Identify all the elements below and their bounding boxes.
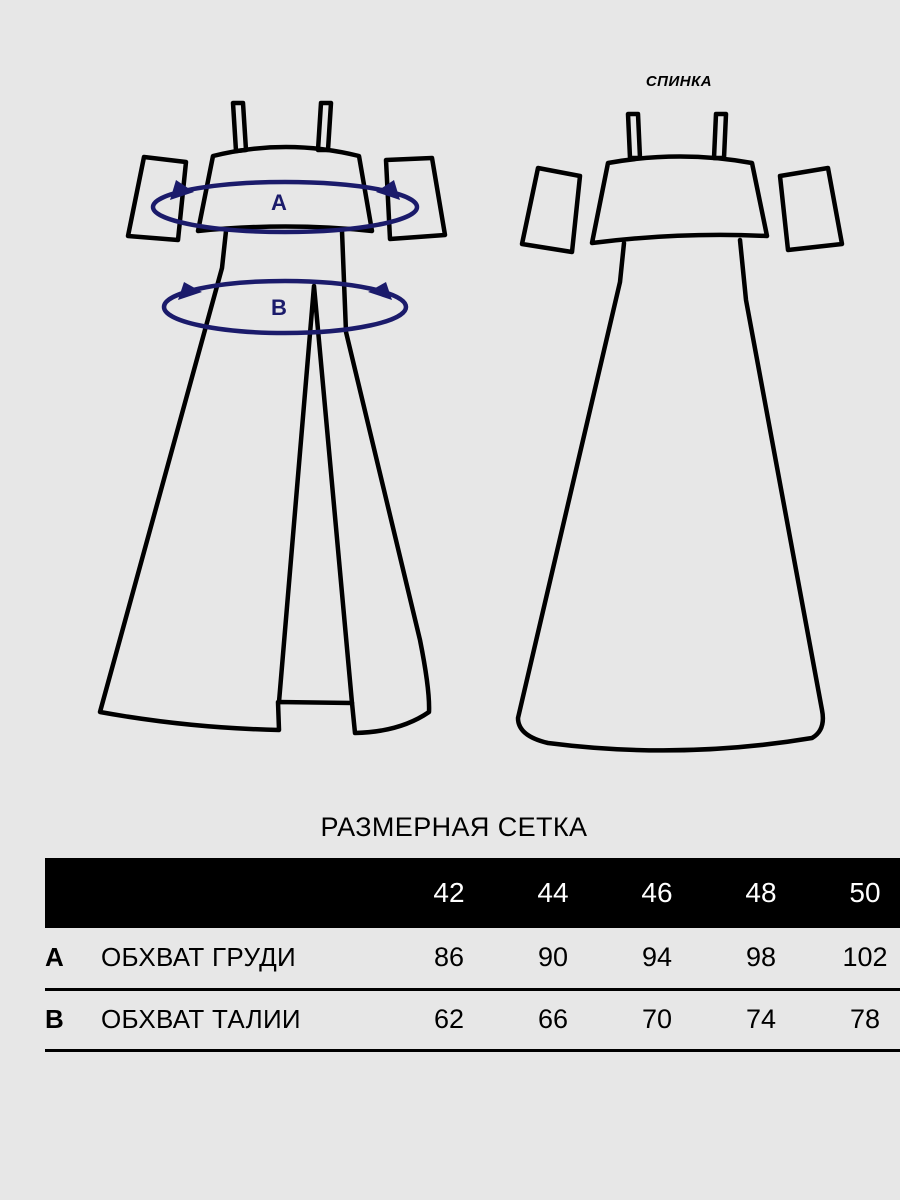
size-chart-table xyxy=(45,858,900,1052)
size-header: 48 xyxy=(745,877,777,908)
table-cell: 74 xyxy=(709,989,813,1050)
size-header-row xyxy=(45,858,900,928)
waist-arrow-right-icon xyxy=(368,282,392,300)
front-skirt xyxy=(100,231,429,733)
back-strap-left xyxy=(628,114,640,158)
table-cell: 70 xyxy=(605,989,709,1050)
front-strap-left xyxy=(233,103,246,151)
table-cell: 66 xyxy=(501,989,605,1050)
table-cell: 78 xyxy=(813,989,900,1050)
size-header: 42 xyxy=(433,877,465,908)
table-cell: 98 xyxy=(709,928,813,989)
table-cell: 94 xyxy=(605,928,709,989)
header-blank xyxy=(97,858,397,928)
waist-arrow-left-icon xyxy=(178,282,202,300)
row-label: ОБХВАТ ТАЛИИ xyxy=(97,989,397,1050)
back-sleeve-left xyxy=(522,168,580,252)
table-cell: 90 xyxy=(501,928,605,989)
back-sleeve-right xyxy=(780,168,842,250)
front-slit xyxy=(279,286,352,703)
back-view-label: СПИНКА xyxy=(645,73,713,90)
table-row xyxy=(45,928,900,989)
row-key: A xyxy=(45,928,97,989)
table-cell: 86 xyxy=(397,928,501,989)
back-bodice xyxy=(592,157,767,244)
front-sleeve-right xyxy=(386,158,445,239)
back-skirt xyxy=(518,240,823,750)
measure-a-label: A xyxy=(271,190,287,215)
row-label: ОБХВАТ ГРУДИ xyxy=(97,928,397,989)
size-header: 46 xyxy=(641,877,673,908)
front-strap-right xyxy=(318,103,331,150)
back-view xyxy=(518,73,842,750)
header-blank xyxy=(45,858,97,928)
table-cell: 62 xyxy=(397,989,501,1050)
front-view xyxy=(100,103,445,733)
row-key: B xyxy=(45,989,97,1050)
front-bodice xyxy=(198,147,372,231)
size-chart-title: РАЗМЕРНАЯ СЕТКА xyxy=(320,812,588,842)
measure-b-label: B xyxy=(271,295,287,320)
size-header: 50 xyxy=(849,877,881,908)
table-row xyxy=(45,989,900,1050)
table-cell: 102 xyxy=(813,928,900,989)
size-header: 44 xyxy=(537,877,569,908)
back-strap-right xyxy=(714,114,726,158)
